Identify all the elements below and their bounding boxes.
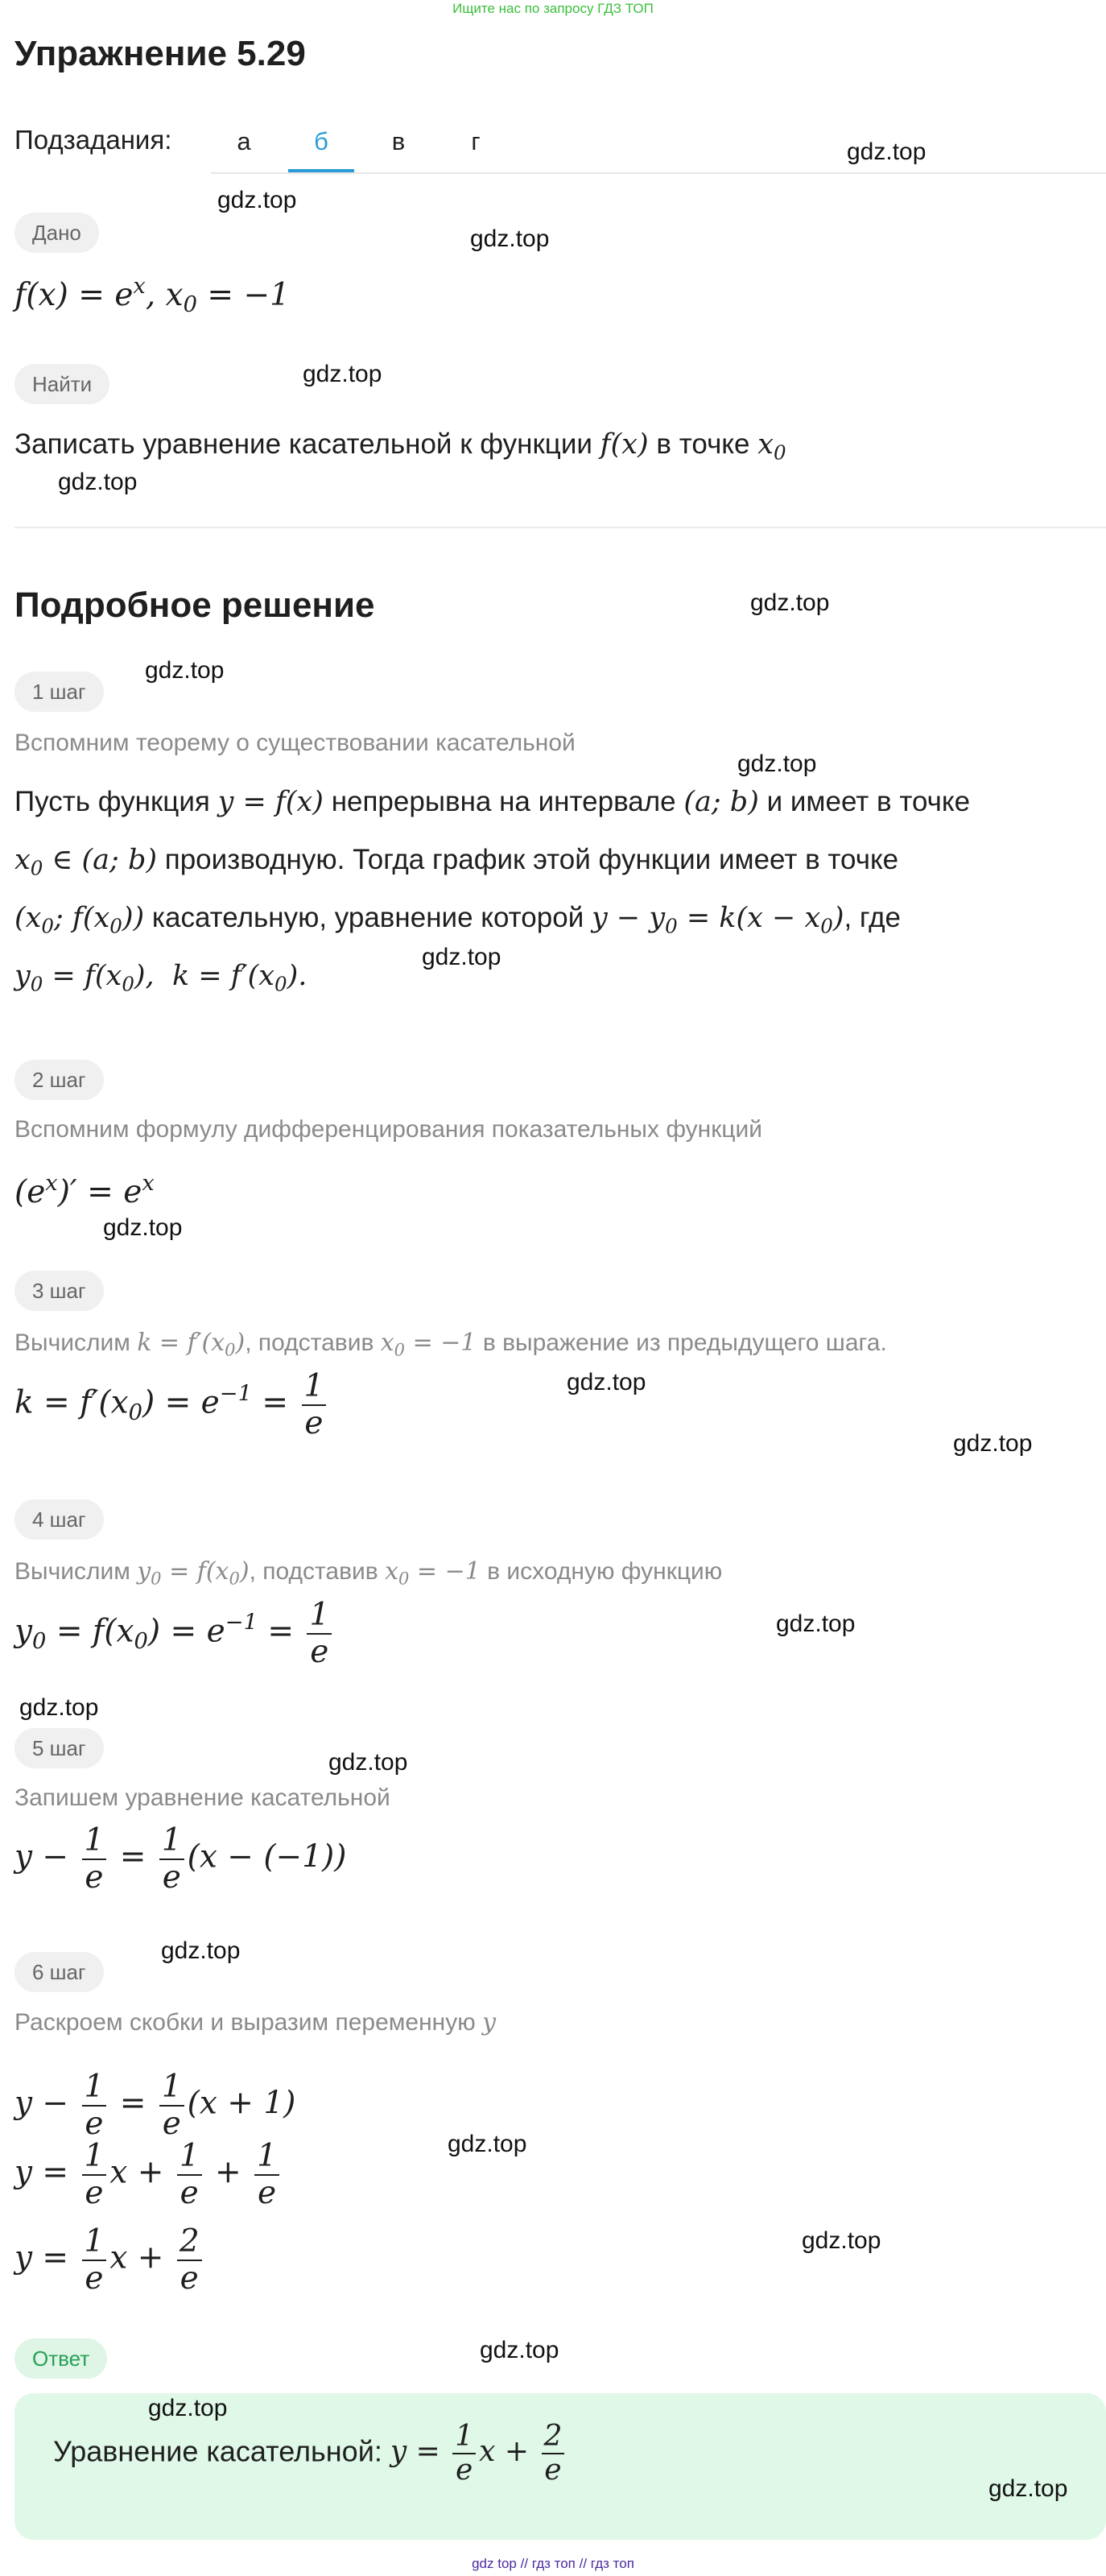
solution-title: Подробное решение xyxy=(14,585,375,625)
step-5-heading: Запишем уравнение касательной xyxy=(14,1784,390,1811)
given-formula: $f(x) = e^x$, $x_0 = -1$ xyxy=(14,274,290,318)
footer-links[interactable]: gdz top // гдз топ // гдз топ xyxy=(472,2556,634,2571)
answer-content: Уравнение касательной: y = $\frac{1}{e}$ x + $\frac{2}{e}$ xyxy=(53,2421,567,2487)
step-4-heading-3: в исходную функцию xyxy=(487,1558,723,1585)
watermark: gdz.top xyxy=(422,944,501,970)
step-6-formula-1: y − $\frac{1}{e}$ = $\frac{1}{e}$ (x + 1) xyxy=(14,2069,296,2142)
step-6-formula-2: y = $\frac{1}{e}$ x + $\frac{1}{e}$ + $\frac{1}{e}$ xyxy=(14,2139,283,2210)
step-6-formula-3: y = $\frac{1}{e}$ x + $\frac{2}{e}$ xyxy=(14,2224,205,2296)
step-1-text-2: непрерывна на интервале xyxy=(331,786,676,817)
watermark: gdz.top xyxy=(161,1937,241,1964)
step-3-heading-2: , подставив xyxy=(245,1329,374,1356)
watermark: gdz.top xyxy=(103,1214,183,1241)
answer-text: Уравнение касательной: xyxy=(53,2434,382,2468)
step-3-heading: Вычислим $k = f'(x_0)$, подставив $x_0 = -1$ в выражение из предыдущего шага. xyxy=(14,1329,887,1360)
find-text-middle: в точке xyxy=(656,428,750,460)
step-3-chip: 3 шаг xyxy=(14,1271,104,1311)
step-2-formula: $(e^x)' = e^x$ xyxy=(14,1171,155,1210)
watermark: gdz.top xyxy=(953,1430,1033,1457)
tab-a[interactable]: а xyxy=(237,127,251,155)
watermark: gdz.top xyxy=(448,2131,527,2157)
top-banner[interactable]: Ищите нас по запросу ГДЗ ТОП xyxy=(452,1,654,16)
find-text: Записать уравнение касательной к функции f(x) в точке $x_0$ xyxy=(14,428,786,465)
step-1-text-6: , где xyxy=(844,902,901,933)
subtasks-label: Подзадания: xyxy=(14,125,172,155)
watermark: gdz.top xyxy=(19,1694,99,1721)
step-1-chip: 1 шаг xyxy=(14,672,104,712)
step-3-heading-1: Вычислим xyxy=(14,1329,130,1356)
find-chip: Найти xyxy=(14,364,109,404)
step-1-line-2: $x_0$ ∈ (a; b) производную. Тогда график этой функции имеет в точке xyxy=(14,844,899,880)
step-1-line-3: ($x_0$; $f(x_0)$) касательную, уравнение которой $y - y_0 = k(x - x_0)$, где xyxy=(14,902,901,938)
step-4-heading-1: Вычислим xyxy=(14,1558,130,1585)
step-6-chip: 6 шаг xyxy=(14,1952,104,1992)
step-1-line-1: Пусть функция y = f(x) непрерывна на интервале (a; b) и имеет в точке xyxy=(14,786,971,818)
watermark: gdz.top xyxy=(567,1369,646,1396)
step-3-formula: $k = f'(x_0) = e^{-1}$ = $\frac{1}{e}$ xyxy=(14,1369,329,1441)
step-4-heading-2: , подставив xyxy=(249,1558,378,1585)
step-4-heading: Вычислим $y_0 = f(x_0)$, подставив $x_0 = -1$ в исходную функцию xyxy=(14,1557,723,1589)
step-5-chip: 5 шаг xyxy=(14,1728,104,1768)
step-1-text-1: Пусть функция xyxy=(14,786,210,817)
divider xyxy=(14,527,1106,528)
tab-b[interactable]: б xyxy=(288,116,354,172)
watermark: gdz.top xyxy=(303,361,382,387)
tab-v[interactable]: в xyxy=(391,127,406,155)
watermark: gdz.top xyxy=(847,139,926,165)
step-3-heading-3: в выражение из предыдущего шага. xyxy=(482,1329,887,1356)
step-6-heading-text: Раскроем скобки и выразим переменную xyxy=(14,2009,476,2036)
watermark: gdz.top xyxy=(217,187,297,213)
watermark: gdz.top xyxy=(988,2475,1068,2502)
step-6-heading: Раскроем скобки и выразим переменную y xyxy=(14,2008,497,2036)
page-title: Упражнение 5.29 xyxy=(14,34,306,73)
step-4-formula: $y_0 = f(x_0) = e^{-1}$ = $\frac{1}{e}$ xyxy=(14,1598,335,1669)
step-4-chip: 4 шаг xyxy=(14,1499,104,1540)
watermark: gdz.top xyxy=(470,225,550,252)
answer-chip: Ответ xyxy=(14,2338,107,2379)
step-2-chip: 2 шаг xyxy=(14,1060,104,1100)
find-text-before: Записать уравнение касательной к функции xyxy=(14,428,592,460)
watermark: gdz.top xyxy=(802,2227,881,2254)
step-1-line-4: $y_0 = f(x_0)$, $k = f'(x_0)$. xyxy=(14,960,307,996)
step-1-text-5: касательную, уравнение которой xyxy=(151,902,584,933)
watermark: gdz.top xyxy=(737,750,817,777)
watermark: gdz.top xyxy=(148,2395,228,2421)
step-5-formula: y − $\frac{1}{e}$ = $\frac{1}{e}$ (x − (−1)) xyxy=(14,1822,347,1896)
step-1-text-4: производную. Тогда график этой функции имеет в точке xyxy=(164,844,899,875)
watermark: gdz.top xyxy=(776,1611,856,1637)
given-chip: Дано xyxy=(14,213,99,253)
step-1-text-3: и имеет в точке xyxy=(766,786,971,817)
watermark: gdz.top xyxy=(750,589,830,616)
watermark: gdz.top xyxy=(480,2337,559,2363)
tab-g[interactable]: г xyxy=(471,127,481,155)
step-2-heading: Вспомним формулу дифференцирования показательных функций xyxy=(14,1116,763,1143)
watermark: gdz.top xyxy=(145,657,225,684)
watermark: gdz.top xyxy=(58,469,138,495)
watermark: gdz.top xyxy=(328,1749,408,1776)
subtask-tabs xyxy=(211,116,1106,174)
step-1-heading: Вспомним теорему о существовании касательной xyxy=(14,730,576,756)
